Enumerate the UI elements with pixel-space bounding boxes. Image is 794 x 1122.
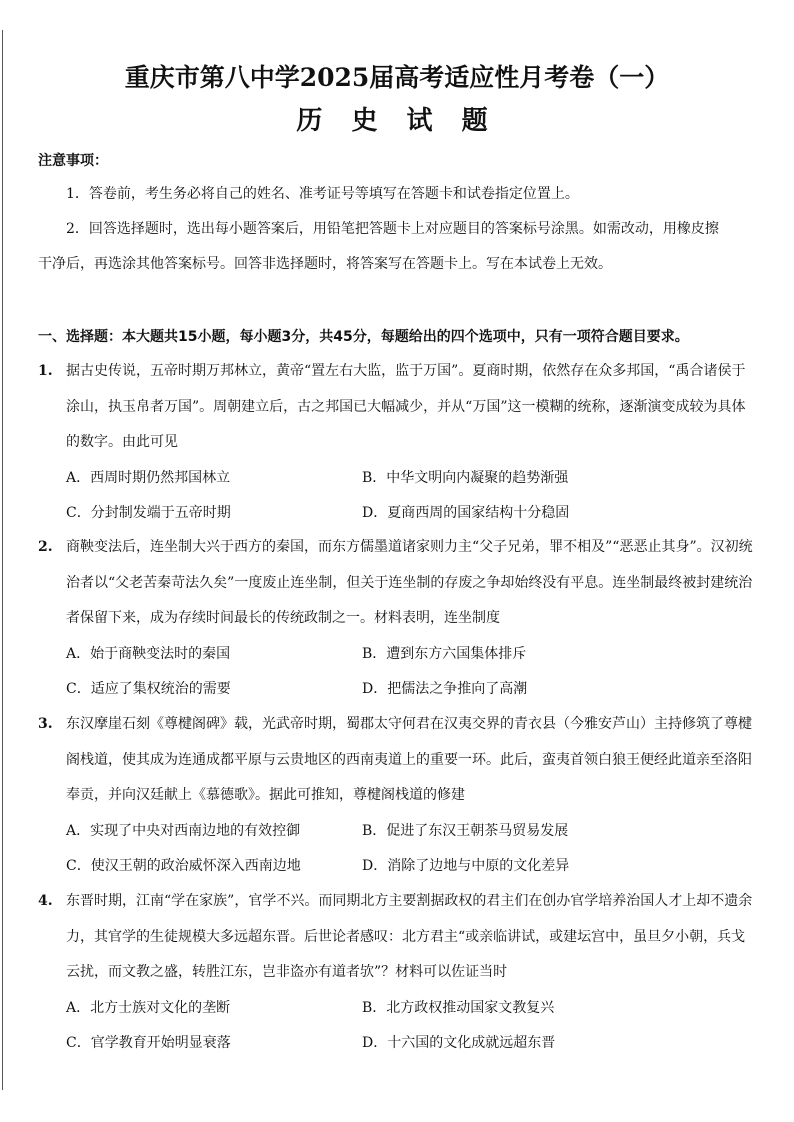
option-row bbox=[66, 461, 758, 496]
option-b[interactable]: B．促进了东汉王朝茶马贸易发展 bbox=[362, 822, 569, 839]
question-1 bbox=[38, 354, 758, 531]
section-heading: 一、选择题：本大题共15小题，每小题3分，共45分，每题给出的四个选项中，只有一项符合题目要求。 bbox=[38, 329, 689, 345]
notice-heading: 注意事项： bbox=[38, 153, 108, 169]
option-d[interactable]: D．十六国的文化成就远超东晋 bbox=[362, 1034, 556, 1051]
question-number: 2. bbox=[38, 539, 53, 555]
option-row bbox=[66, 1026, 758, 1061]
question-4 bbox=[38, 884, 758, 1061]
option-b[interactable]: B．遭到东方六国集体排斥 bbox=[362, 645, 527, 662]
option-row bbox=[66, 672, 758, 707]
option-c[interactable]: C．使汉王朝的政治威怀深入西南边地 bbox=[66, 857, 301, 874]
question-number: 3. bbox=[38, 716, 53, 732]
option-d[interactable]: D．把儒法之争推向了高潮 bbox=[362, 680, 528, 697]
option-a[interactable]: A．北方士族对文化的垄断 bbox=[66, 999, 231, 1016]
option-d[interactable]: D．消除了边地与中原的文化差异 bbox=[362, 857, 570, 874]
option-b[interactable]: B．中华文明向内凝聚的趋势渐强 bbox=[362, 469, 569, 486]
subject-title: 历 史 试 题 bbox=[296, 106, 498, 136]
option-d[interactable]: D．夏商西周的国家结构十分稳固 bbox=[362, 504, 570, 521]
notice-item-2: 2．回答选择题时，选出每小题答案后，用铅笔把答题卡上对应题目的答案标号涂黑。如需改动，用橡皮擦干净后，再选涂其他答案标号。回答非选择题时，将答案写在答题卡上。写在本试卷上无效。 bbox=[38, 221, 719, 272]
question-number: 4. bbox=[38, 893, 53, 909]
page-border-line bbox=[2, 30, 3, 1090]
question-text: 据古史传说，五帝时期万邦林立，黄帝“置左右大监，监于万国”。夏商时期，依然存在众多邦国，“禹合诸侯于涂山，执玉帛者万国”。周朝建立后，古之邦国已大幅减少，并从“万国”这一模糊的统称，逐渐演变成较为具体的数字。由此可见 bbox=[66, 363, 746, 450]
option-b[interactable]: B．北方政权推动国家文教复兴 bbox=[362, 999, 555, 1016]
notice-item-1: 1．答卷前，考生务必将自己的姓名、准考证号等填写在答题卡和试卷指定位置上。 bbox=[66, 186, 579, 202]
question-text: 东汉摩崖石刻《尊楗阁碑》载，光武帝时期，蜀郡太守何君在汉夷交界的青衣县（今雅安芦山）主持修筑了尊楗阁栈道，使其成为连通成都平原与云贵地区的西南夷道上的重要一环。此后，蛮夷首领白狼王便经此道亲至洛阳奉贡，并向汉廷献上《慕德歌》。据此可推知，尊楗阁栈道的修建 bbox=[66, 716, 752, 803]
option-row bbox=[66, 637, 758, 672]
option-row bbox=[66, 814, 758, 849]
question-2 bbox=[38, 530, 758, 707]
option-row bbox=[66, 991, 758, 1026]
question-3 bbox=[38, 707, 758, 884]
option-c[interactable]: C．适应了集权统治的需要 bbox=[66, 680, 231, 697]
option-a[interactable]: A．西周时期仍然邦国林立 bbox=[66, 469, 231, 486]
option-c[interactable]: C．分封制发端于五帝时期 bbox=[66, 504, 231, 521]
exam-title: 重庆市第八中学2025届高考适应性月考卷（一） bbox=[124, 63, 670, 92]
option-c[interactable]: C．官学教育开始明显衰落 bbox=[66, 1034, 231, 1051]
question-text: 东晋时期，江南“学在家族”，官学不兴。而同期北方主要割据政权的君主们在创办官学培养治国人才上却不遗余力，其官学的生徒规模大多远超东晋。后世论者感叹：北方君主“或亲临讲试，或建坛宫中，虽旦夕小朝，兵戈云扰，而文教之盛，转胜江东，岂非盗亦有道者欤”？材料可以佐证当时 bbox=[66, 893, 753, 980]
option-row bbox=[66, 849, 758, 884]
option-row bbox=[66, 496, 758, 531]
question-number: 1. bbox=[38, 363, 53, 379]
question-text: 商鞅变法后，连坐制大兴于西方的秦国，而东方儒墨道诸家则力主“父子兄弟，罪不相及”“恶恶止其身”。汉初统治者以“父老苦秦苛法久矣”一度废止连坐制，但关于连坐制的存废之争却始终没有平息。连坐制最终被封建统治者保留下来，成为存续时间最长的传统政制之一。材料表明，连坐制度 bbox=[66, 539, 753, 626]
option-a[interactable]: A．始于商鞅变法时的秦国 bbox=[66, 645, 231, 662]
option-a[interactable]: A．实现了中央对西南边地的有效控御 bbox=[66, 822, 301, 839]
